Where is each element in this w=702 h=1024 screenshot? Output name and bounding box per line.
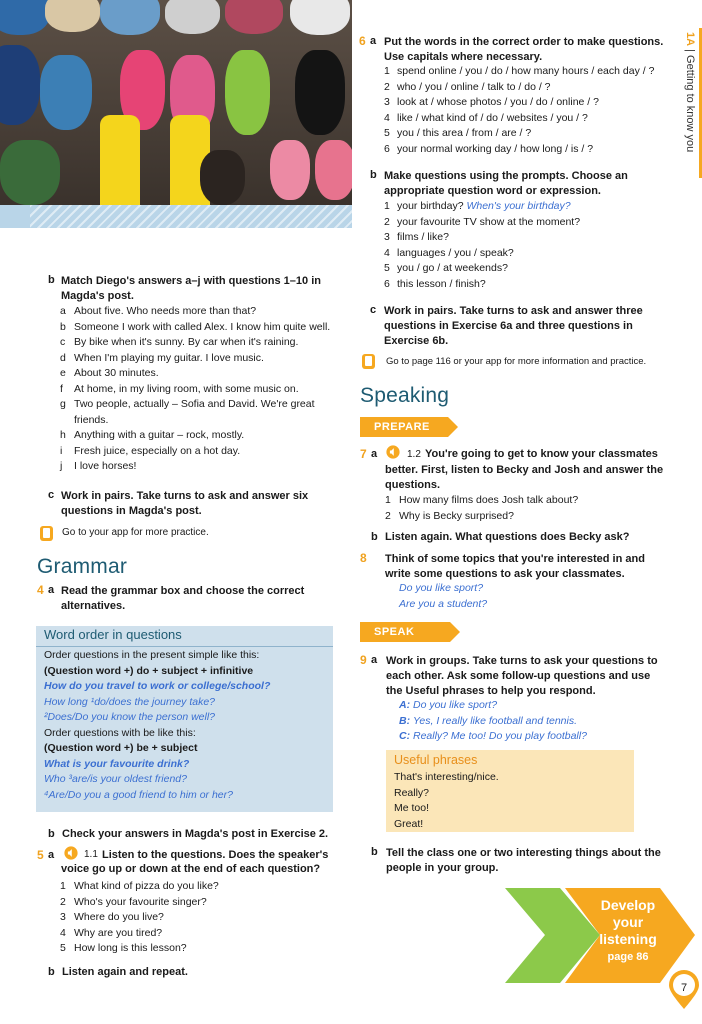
dialog-line: A: Do you like sport?	[399, 699, 498, 711]
ex6b-letter: b	[370, 169, 377, 181]
page-number: 7	[680, 982, 688, 994]
ex6c-instruction: Work in pairs. Take turns to ask and answer three questions in Exercise 6a and three questions in Exercise 6b.	[384, 305, 643, 347]
ex4-number: 4	[37, 583, 44, 597]
grammar-line: Who ³are/is your oldest friend?	[44, 773, 187, 785]
scramble-item: 6 your normal working day / how long / is / ?	[384, 142, 594, 155]
app-icon	[40, 526, 53, 541]
ex5b-instruction: Listen again and repeat.	[62, 966, 188, 978]
develop-text[interactable]: Develop your listening page 86	[599, 897, 657, 963]
grammar-line: ²Does/Do you know the person well?	[44, 711, 216, 723]
ex5-question-list	[60, 879, 219, 957]
useful-phrase: Me too!	[394, 802, 430, 814]
ex4a-instruction: Read the grammar box and choose the correct alternatives.	[61, 585, 305, 612]
ex6a-list	[384, 64, 654, 157]
ex7a-letter: a	[371, 448, 378, 460]
ex9-dialog	[399, 698, 587, 745]
ex3c-instruction: Work in pairs. Take turns to ask and answer six questions in Magda's post.	[61, 490, 309, 517]
ex8-example-1: Do you like sport?	[399, 582, 484, 594]
ex3b-answer-list	[60, 304, 350, 475]
answer-item: g Two people, actually – Sofia and David. We're great	[60, 398, 315, 410]
unit-sidebar-tab: 1A | Getting to know you	[684, 32, 696, 153]
prompt-item: 4 languages / you / speak?	[384, 246, 514, 259]
grammar-line: How do you travel to work or college/school?	[44, 680, 271, 692]
scramble-item: 1 spend online / you / do / how many hours / each day / ?	[384, 65, 655, 77]
scramble-item: 4 like / what kind of / do / websites / you / ?	[384, 111, 588, 124]
answer-item: c By bike when it's sunny. By car when it's raining.	[60, 336, 299, 348]
grammar-line: (Question word +) do + subject + infinitive	[44, 664, 254, 677]
question-item: 1 How many films does Josh talk about?	[385, 494, 579, 506]
prompt-item: 5 you / go / at weekends?	[384, 262, 508, 274]
answer-item: j I love horses!	[60, 460, 137, 472]
answer-item: e About 30 minutes.	[60, 367, 159, 379]
grammar-line: How long ¹do/does the journey take?	[44, 695, 216, 708]
ex7-number: 7	[360, 447, 367, 461]
grammar-line: ⁴Are/Do you a good friend to him or her?	[44, 788, 233, 801]
useful-phrases-title: Useful phrases	[394, 753, 478, 767]
audio-icon[interactable]	[62, 846, 80, 860]
speak-tag: SPEAK	[360, 622, 450, 642]
ex3b-instruction: Match Diego's answers a–j with questions 1–10 in Magda's post.	[61, 275, 321, 302]
scramble-item: 3 look at / whose photos / you / do / online / ?	[384, 96, 599, 108]
answer-item: i Fresh juice, especially on a hot day.	[60, 444, 241, 457]
dialog-line: C: Really? Me too! Do you play football?	[399, 730, 587, 742]
header-photo-shoes	[0, 0, 352, 228]
ex9a-letter: a	[371, 654, 378, 666]
ex5b-letter: b	[48, 966, 55, 978]
ex9b-letter: b	[371, 846, 378, 858]
prompt-item: 2 your favourite TV show at the moment?	[384, 215, 581, 228]
audio-icon[interactable]	[384, 445, 402, 459]
grammar-line: (Question word +) be + subject	[44, 742, 198, 754]
question-item: 1 What kind of pizza do you like?	[60, 880, 219, 892]
ex6b-list	[384, 199, 580, 292]
speaking-heading: Speaking	[360, 384, 450, 407]
grammar-line: Order questions with be like this:	[44, 726, 196, 739]
scramble-item: 2 who / you / online / talk to / do / ?	[384, 80, 551, 93]
grammar-line: What is your favourite drink?	[44, 757, 190, 770]
ex9-number: 9	[360, 653, 367, 667]
answer-item: a About five. Who needs more than that?	[60, 305, 257, 317]
answer-item: f At home, in my living room, with some music on.	[60, 382, 299, 395]
answer-item: friends.	[74, 413, 109, 426]
ex3c-letter: c	[48, 489, 55, 501]
prepare-tag: PREPARE	[360, 417, 448, 437]
ex5a-line1: Listen to the questions. Does the speaker's	[102, 849, 329, 861]
ex6a-instruction: Put the words in the correct order to make questions. Use capitals where necessary.	[384, 36, 664, 63]
ex9b-instruction: Tell the class one or two interesting things about the people in your group.	[386, 847, 661, 874]
ex7-question-list	[385, 493, 578, 524]
app-note-2: Go to page 116 or your app for more information and practice.	[386, 356, 647, 367]
question-item: 2 Who's your favourite singer?	[60, 895, 207, 908]
useful-phrase: That's interesting/nice.	[394, 771, 499, 783]
unit-number: 1A	[684, 32, 696, 47]
scramble-item: 5 you / this area / from / are / ?	[384, 127, 532, 139]
ex6a-letter: a	[370, 35, 377, 47]
ex7a-line1: You're going to get to know your classmates	[425, 448, 658, 460]
ex7b-letter: b	[371, 531, 378, 543]
answer-item: b Someone I work with called Alex. I know him quite well.	[60, 320, 331, 333]
ex4a-letter: a	[48, 584, 55, 596]
ex7b-instruction: Listen again. What questions does Becky ask?	[385, 531, 630, 543]
unit-title: Getting to know you	[684, 55, 696, 153]
ex6-number: 6	[359, 34, 366, 48]
ex4b-instruction: Check your answers in Magda's post in Exercise 2.	[62, 828, 329, 840]
question-item: 2 Why is Becky surprised?	[385, 509, 514, 522]
ex9a-instruction: Work in groups. Take turns to ask your questions to each other. Ask some follow-up questions and use the Useful phrases to help you respond.	[386, 655, 658, 697]
ex5a-letter: a	[48, 849, 55, 861]
ex6b-instruction: Make questions using the prompts. Choose an appropriate question word or expression.	[384, 170, 628, 197]
ex3b-letter: b	[48, 274, 55, 286]
prompt-item: 6 this lesson / finish?	[384, 277, 486, 290]
useful-phrase: Great!	[394, 817, 424, 830]
question-item: 4 Why are you tired?	[60, 926, 163, 939]
useful-phrase: Really?	[394, 786, 430, 799]
grammar-box-title: Word order in questions	[44, 627, 182, 642]
ex7a-line2: better. First, listen to Becky and Josh and answer the questions.	[385, 464, 664, 491]
ex5-number: 5	[37, 848, 44, 862]
prompt-item: 1 your birthday? When's your birthday?	[384, 200, 571, 212]
ex8-number: 8	[360, 551, 367, 565]
ex5a-line2: voice go up or down at the end of each question?	[61, 863, 321, 875]
answer-item: d When I'm playing my guitar. I love music.	[60, 351, 264, 364]
prompt-item: 3 films / like?	[384, 231, 449, 243]
question-item: 3 Where do you live?	[60, 911, 164, 923]
useful-phrases-list	[394, 770, 499, 832]
answer-item: h Anything with a guitar – rock, mostly.	[60, 429, 245, 441]
ex4b-letter: b	[48, 828, 55, 840]
ex5-track: 1.1	[84, 849, 98, 860]
app-icon	[362, 354, 375, 369]
app-note-1: Go to your app for more practice.	[62, 527, 209, 538]
grammar-line: Order questions in the present simple like this:	[44, 649, 260, 661]
ex6c-letter: c	[370, 304, 377, 316]
grammar-box	[36, 626, 333, 812]
grammar-box-lines	[44, 648, 329, 803]
question-item: 5 How long is this lesson?	[60, 942, 187, 954]
grammar-heading: Grammar	[37, 555, 128, 578]
ex7-track: 1.2	[407, 449, 421, 460]
ex8-instruction: Think of some topics that you're interested in and write some questions to ask your classmates.	[385, 553, 645, 580]
dialog-line: B: Yes, I really like football and tennis.	[399, 714, 578, 727]
ex8-example-2: Are you a student?	[399, 598, 488, 610]
useful-phrases-box	[386, 750, 634, 832]
